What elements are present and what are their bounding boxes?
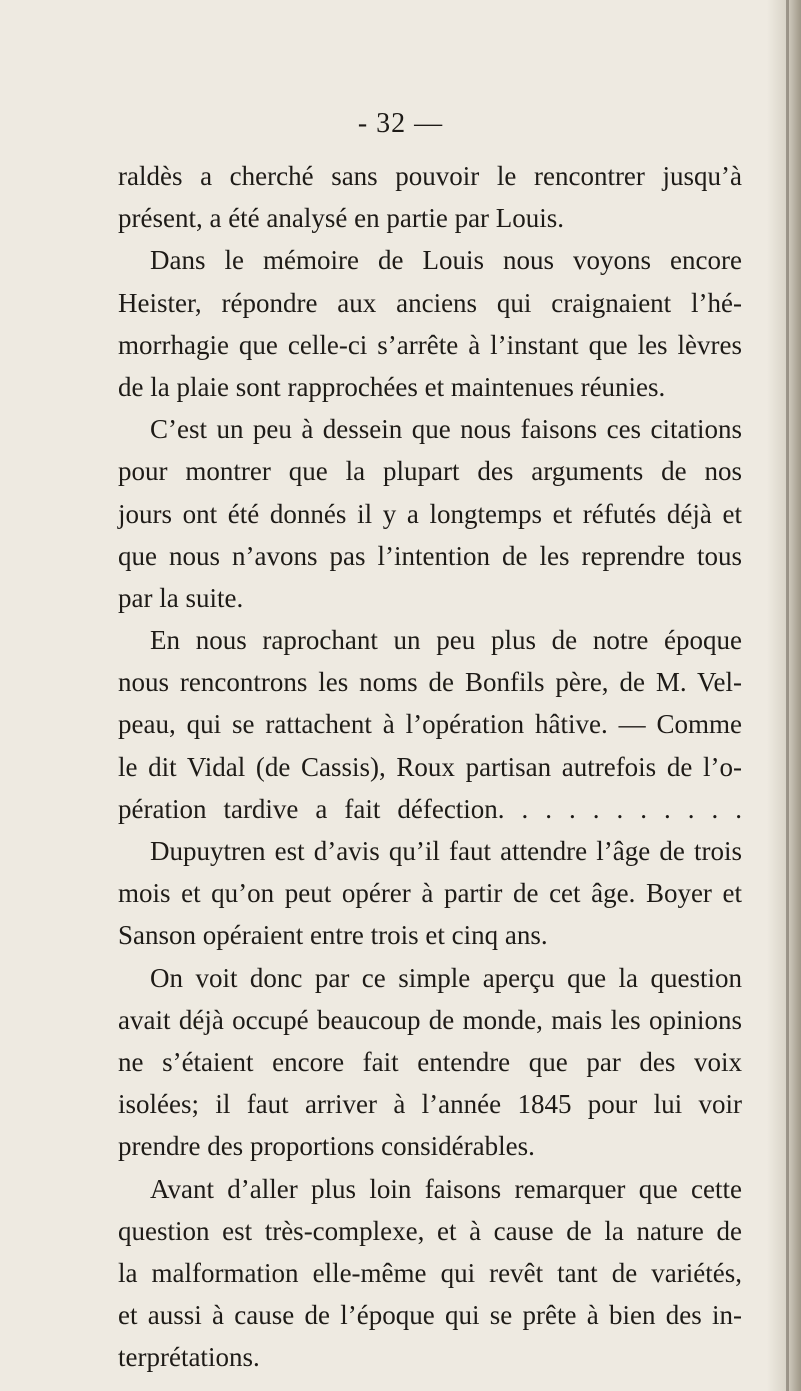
text-line: de la plaie sont rapprochées et maintenues réunies. [118, 371, 666, 402]
page-number: - 32 — [357, 108, 444, 139]
text-line: la malformation elle-même qui revêt tant de variétés, [118, 1257, 742, 1288]
text-line: Avant d’aller plus loin faisons remarquer que cette [150, 1173, 742, 1204]
text-line: terprétations. [118, 1342, 260, 1373]
text-line: peau, qui se rattachent à l’opération hâtive. — Comme [118, 709, 742, 740]
text-line: que nous n’avons pas l’intention de les reprendre tous [118, 540, 742, 571]
text-line: ne s’étaient encore fait entendre que par des voix [118, 1046, 742, 1077]
text-line: présent, a été analysé en partie par Louis. [118, 203, 565, 234]
text-line: C’est un peu à dessein que nous faisons ces citations [150, 414, 742, 445]
text-line: Dupuytren est d’avis qu’il faut attendre l’âge de trois [150, 836, 742, 866]
text-line: Heister, répondre aux anciens qui craignaient l’hé- [118, 287, 742, 318]
text-line: raldès a cherché sans pouvoir le rencontrer jusqu’à [118, 161, 742, 191]
text-line: On voit donc par ce simple aperçu que la question [150, 962, 742, 993]
text-line: jours ont été donnés il y a longtemps et réfutés déjà et [118, 498, 742, 529]
text-line: le dit Vidal (de Cassis), Roux partisan autrefois de l’o- [118, 751, 742, 782]
text-line: mois et qu’on peut opérer à partir de cet âge. Boyer et [118, 878, 742, 909]
page-edge-shadow [767, 0, 801, 1391]
page-edge-line [786, 0, 789, 1391]
text-line: prendre des proportions considérables. [118, 1131, 535, 1162]
body-text [118, 155, 742, 1378]
text-line: Dans le mémoire de Louis nous voyons encore [150, 245, 742, 276]
text-line: pour montrer que la plupart des arguments de nos [118, 456, 742, 487]
text-line: En nous raprochant un peu plus de notre époque [150, 625, 742, 656]
text-line: nous rencontrons les noms de Bonfils père, de M. Vel- [118, 667, 742, 698]
text-line: pération tardive a fait défection. . . . . . . . . . . [118, 793, 742, 824]
text-line: isolées; il faut arriver à l’année 1845 pour lui voir [118, 1089, 742, 1120]
text-line: Sanson opéraient entre trois et cinq ans. [118, 920, 548, 951]
text-line: question est très-complexe, et à cause de la nature de [118, 1215, 742, 1246]
text-line: morrhagie que celle-ci s’arrête à l’instant que les lèvres [118, 329, 742, 360]
text-line: par la suite. [118, 582, 244, 613]
text-line: et aussi à cause de l’époque qui se prête à bien des in- [118, 1300, 742, 1331]
text-line: avait déjà occupé beaucoup de monde, mais les opinions [118, 1004, 742, 1035]
